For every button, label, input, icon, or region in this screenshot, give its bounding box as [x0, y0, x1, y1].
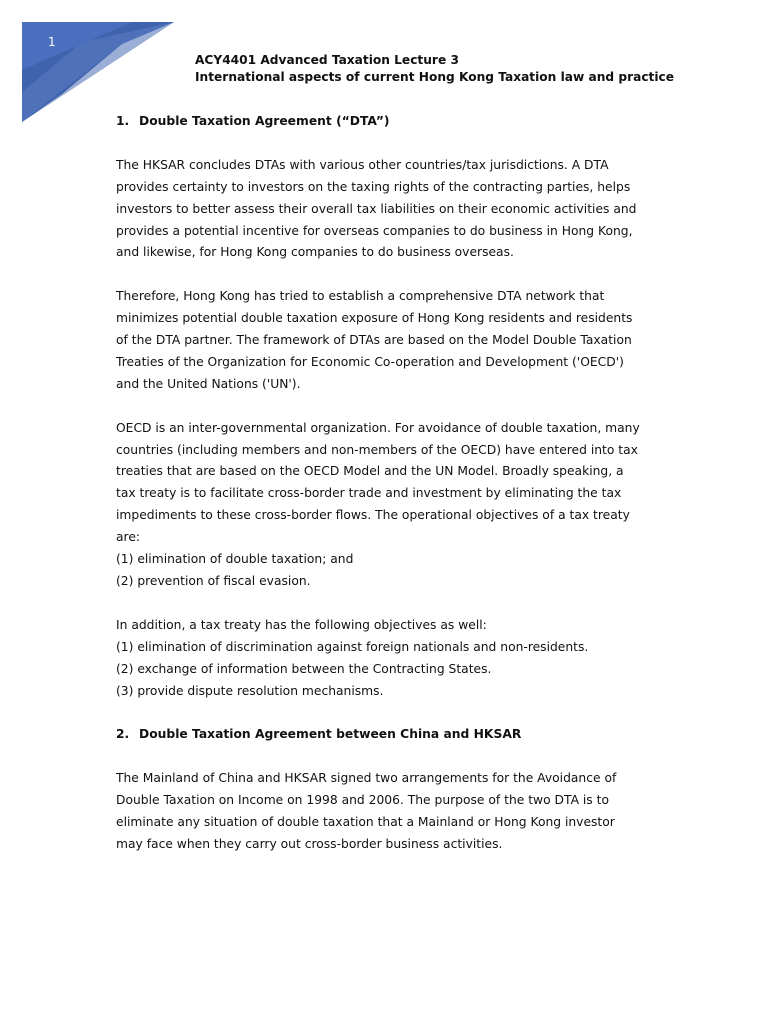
paragraph: [116, 768, 656, 856]
text-line: treaties that are based on the OECD Model and the UN Model. Broadly speaking, a: [116, 464, 624, 479]
text-line: The HKSAR concludes DTAs with various other countries/tax jurisdictions. A DTA: [116, 157, 609, 172]
paragraph: [116, 155, 656, 265]
text-line: Treaties of the Organization for Economic Co-operation and Development ('OECD'): [116, 354, 624, 369]
list-item: (3) provide dispute resolution mechanisms.: [116, 683, 384, 698]
document-header: [195, 52, 674, 86]
text-line: countries (including members and non-members of the OECD) have entered into tax: [116, 442, 638, 457]
text-line: In addition, a tax treaty has the following objectives as well:: [116, 617, 487, 632]
text-line: provides certainty to investors on the taxing rights of the contracting parties, helps: [116, 179, 631, 194]
list-item: (1) elimination of discrimination against foreign nationals and non-residents.: [116, 639, 589, 654]
document-body: [116, 111, 656, 856]
section-heading: [116, 724, 656, 746]
text-line: Double Taxation on Income on 1998 and 2006. The purpose of the two DTA is to: [116, 793, 609, 807]
list-item: (2) prevention of fiscal evasion.: [116, 573, 311, 588]
text-line: of the DTA partner. The framework of DTAs are based on the Model Double Taxation: [116, 333, 632, 348]
text-line: are:: [116, 530, 141, 545]
text-line: provides a potential incentive for overseas companies to do business in Hong Kong,: [116, 223, 633, 238]
list-item: (1) elimination of double taxation; and: [116, 552, 354, 567]
text-line: impediments to these cross-border flows. The operational objectives of a tax treaty: [116, 508, 630, 523]
text-line: Therefore, Hong Kong has tried to establish a comprehensive DTA network that: [116, 289, 605, 304]
text-line: The Mainland of China and HKSAR signed two arrangements for the Avoidance of: [116, 771, 617, 786]
corner-decoration: [22, 22, 174, 122]
section-title: Double Taxation Agreement (“DTA”): [139, 114, 390, 128]
text-line: tax treaty is to facilitate cross-border trade and investment by eliminating the tax: [116, 486, 622, 501]
paragraph: [116, 418, 656, 593]
paragraph: [116, 286, 656, 396]
lecture-subtitle: International aspects of current Hong Kong Taxation law and practice: [195, 70, 675, 84]
text-line: may face when they carry out cross-border business activities.: [116, 836, 503, 851]
section-heading: [116, 111, 656, 133]
course-title: ACY4401 Advanced Taxation Lecture 3: [195, 53, 459, 67]
text-line: eliminate any situation of double taxation that a Mainland or Hong Kong investor: [116, 814, 615, 829]
section-number: 1.: [116, 114, 130, 128]
paragraph: [116, 615, 656, 703]
page-number: 1: [48, 35, 56, 49]
list-item: (2) exchange of information between the Contracting States.: [116, 661, 492, 676]
section-title: Double Taxation Agreement between China and HKSAR: [139, 727, 522, 742]
text-line: OECD is an inter-governmental organization. For avoidance of double taxation, many: [116, 420, 640, 435]
text-line: investors to better assess their overall tax liabilities on their economic activities and: [116, 201, 637, 216]
text-line: and likewise, for Hong Kong companies to do business overseas.: [116, 245, 514, 260]
text-line: minimizes potential double taxation exposure of Hong Kong residents and residents: [116, 311, 633, 326]
section-number: 2.: [116, 727, 130, 742]
text-line: and the United Nations ('UN').: [116, 376, 301, 391]
